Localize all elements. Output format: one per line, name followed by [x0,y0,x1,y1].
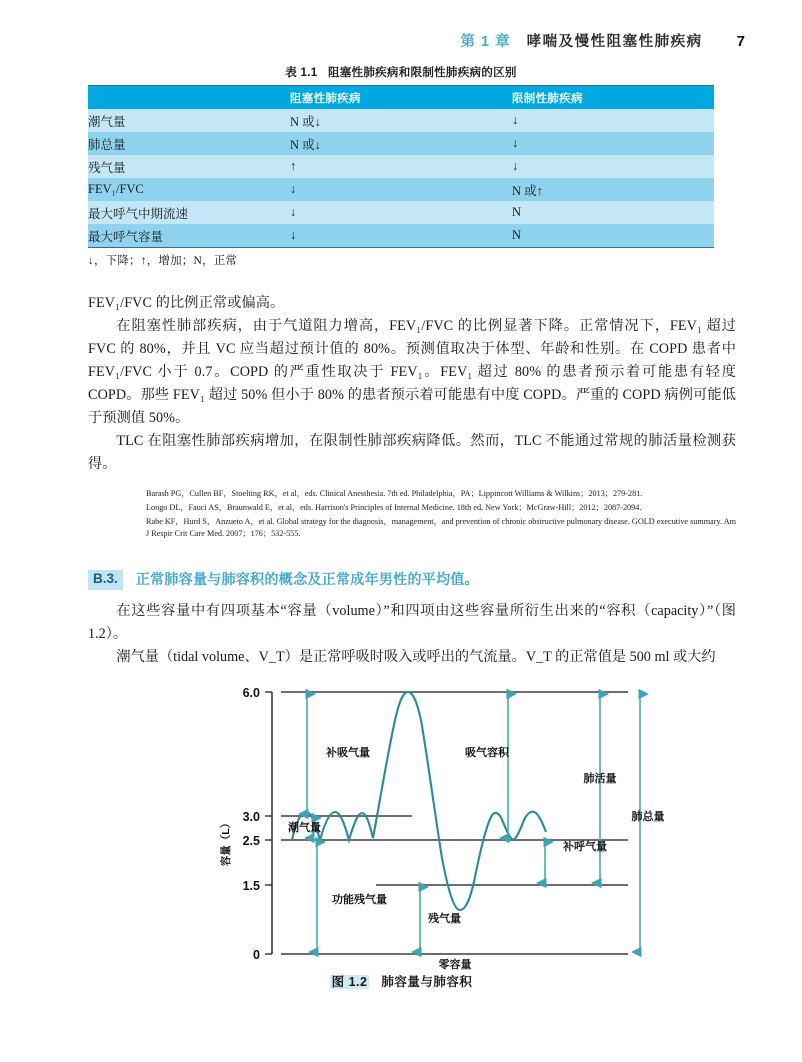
table-header-cell-blank [88,86,290,110]
section-paragraph-1: 在这些容量中有四项基本“容量（volume）”和四项由这些容量所衍生出来的“容积（capacity）”（图 1.2）。 [88,603,736,642]
table-cell-restrictive: N [512,201,714,224]
table-cell-obstructive: N 或↓ [290,132,512,155]
label-frc: 功能残气量 [332,894,387,906]
label-tlc: 肺总量 [631,811,665,823]
running-head-title: 哮喘及慢性阻塞性肺疾病 [526,34,703,50]
ytick-0: 0 [253,948,260,962]
label-ic: 吸气容积 [465,747,509,759]
table-cell-obstructive: ↓ [290,201,512,224]
table-cell-name: FEV₁/FVC [88,178,290,201]
table-row [88,155,714,178]
table-row [88,201,714,224]
references-list [146,488,736,542]
table-section [88,64,714,268]
section-body [88,600,736,669]
table-cell-obstructive: N 或↓ [290,109,512,132]
table-caption-label: 表 1.1 [285,67,318,79]
table-cell-name: 肺总量 [88,132,290,155]
table-footnote: ↓，下降；↑，增加；N，正常 [88,255,238,267]
table-cell-name: 最大呼气中期流速 [88,201,290,224]
table-cell-restrictive: N [512,224,714,248]
ytick-3: 3.0 [242,810,260,824]
label-rv: 残气量 [428,913,461,925]
comparison-table [88,85,714,248]
table-header-row [88,86,714,110]
table-header-cell-restrictive: 限制性肺疾病 [512,86,714,110]
table-caption-text: 阻塞性肺疾病和限制性肺疾病的区别 [327,67,517,79]
section-title: 正常肺容量与肺容积的概念及正常成年男性的平均值。 [135,571,479,587]
running-head [0,30,802,56]
reference-item: Rabe KF，Hurd S，Anzueto A，et al. Global strategy for the diagnosis，management，and prevention of chronic obstructive pulmonary disease. GOLD executive summary. Am J Respir Crit Care Med. 2007；176；532-555. [146,517,736,538]
table-cell-obstructive: ↓ [290,224,512,248]
body-text [88,292,736,476]
table-cell-obstructive: ↑ [290,155,512,178]
table-cell-name: 最大呼气容量 [88,224,290,248]
paragraph-1: FEV₁/FVC 的比例正常或偏高。 [88,295,285,311]
annotation-arrows [307,694,640,952]
paragraph-3: TLC 在阻塞性肺部疾病增加，在限制性肺部疾病降低。然而，TLC 不能通过常规的肺活量检测获得。 [88,433,736,472]
table-caption [88,64,714,80]
table-cell-restrictive: ↓ [512,109,714,132]
section-heading [88,570,738,590]
figure-1-2 [0,672,802,1002]
reference-item: Longo DL，Fauci AS，Braunwald E，et al，eds. Harrison's Principles of Internal Medicine. 18th ed. New York；McGraw-Hill；2012；2087-2094. [146,503,642,513]
label-erv: 补呼气量 [563,841,607,853]
label-irv: 补吸气量 [326,747,370,759]
table-cell-restrictive: ↓ [512,132,714,155]
paragraph-2: 在阻塞性肺部疾病，由于气道阻力增高，FEV₁/FVC 的比例显著下降。正常情况下，FEV₁ 超过 FVC 的 80%，并且 VC 应当超过预计值的 80%。预测值取决于体型、年龄和性别。在 COPD 患者中 FEV₁/FVC 小于 0.7。COPD 的严重性取决于 FEV₁。FEV₁ 超过 80% 的患者预示着可能患有轻度 COPD。那些 FEV₁ 超过 50% 但小于 80% 的患者预示着可能患有中度 COPD。严重的 COPD 病例可能低于预测值 50%。 [88,318,736,426]
table-cell-obstructive: ↓ [290,178,512,201]
y-axis-ticks [265,692,272,954]
table-cell-name: 残气量 [88,155,290,178]
ytick-1-5: 1.5 [242,879,260,893]
table-row [88,224,714,248]
table-body [88,109,714,248]
table-row [88,178,714,201]
ytick-6: 6.0 [242,686,260,700]
label-vc: 肺活量 [583,773,617,785]
running-head-chapter: 第 1 章 [460,34,511,50]
ytick-2-5: 2.5 [242,834,260,848]
table-cell-name: 潮气量 [88,109,290,132]
reference-item: Barash PG，Cullen BF，Stoelting RK，et al，eds. Clinical Anesthesia. 7th ed. Philadelphia，PA；Lippincott Williams & Wilkins；2013；279-281. [146,489,643,498]
table-cell-restrictive: ↓ [512,155,714,178]
table-row [88,132,714,155]
table-header [88,86,714,110]
section-paragraph-2: 潮气量（tidal volume、V_T）是正常呼吸时吸入或呼出的气流量。V_T 的正常值是 500 ml 或大约 [116,649,716,665]
table-row [88,109,714,132]
figure-caption-label: 图 1.2 [331,975,368,989]
label-zero: 零容量 [438,959,472,971]
label-tv: 潮气量 [288,822,321,834]
section-badge: B.3. [88,570,123,590]
figure-caption [0,972,802,990]
page-number: 7 [736,33,745,50]
figure-caption-text: 肺容量与肺容积 [381,975,473,989]
table-header-cell-obstructive: 阻塞性肺疾病 [290,86,512,110]
y-axis-label: 容量（L） [220,817,232,867]
lung-volume-chart [0,672,802,982]
table-cell-restrictive: N 或↑ [512,178,714,201]
